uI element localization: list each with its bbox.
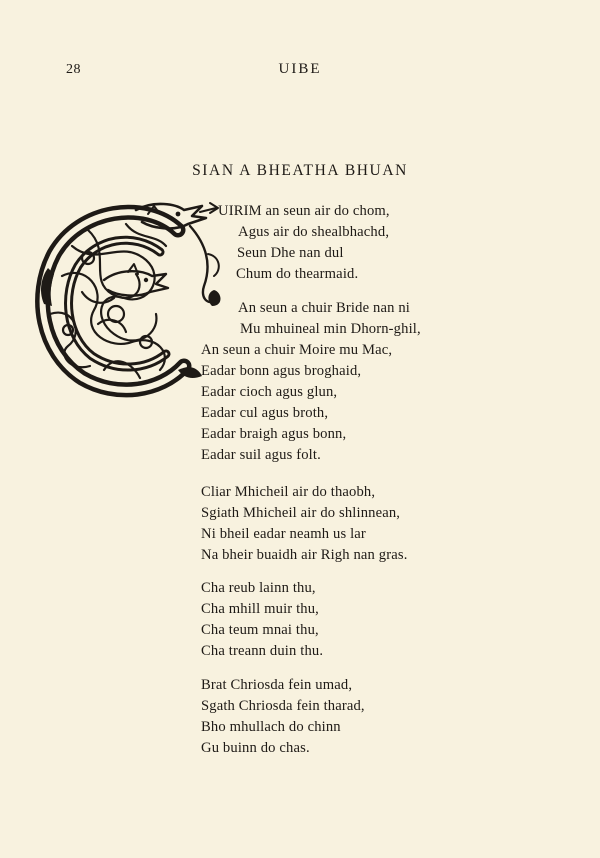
- poem-line: Bho mhullach do chinn: [201, 719, 341, 735]
- poem-line: Eadar cioch agus glun,: [201, 384, 338, 400]
- poem-line: Cha treann duin thu.: [201, 643, 324, 659]
- poem-line: Gu buinn do chas.: [201, 740, 310, 756]
- poem-line: Cha teum mnai thu,: [201, 622, 319, 638]
- poem-line: Mu mhuineal min Dhorn-ghil,: [240, 321, 421, 337]
- page-number: 28: [66, 62, 81, 77]
- poem-line: An seun a chuir Bride nan ni: [238, 300, 410, 316]
- running-head: UIBE: [278, 61, 322, 77]
- poem-line: Eadar suil agus folt.: [201, 447, 321, 463]
- poem-line: UIRIM an seun air do chom,: [218, 203, 390, 219]
- poem-line: Seun Dhe nan dul: [237, 245, 344, 261]
- poem-line: Ni bheil eadar neamh us lar: [201, 526, 366, 542]
- poem-line: Na bheir buaidh air Righ nan gras.: [201, 547, 408, 563]
- poem-line: Chum do thearmaid.: [236, 266, 359, 282]
- poem-line: Eadar cul agus broth,: [201, 405, 329, 421]
- poem-line: An seun a chuir Moire mu Mac,: [201, 342, 393, 358]
- poem-line: Cha mhill muir thu,: [201, 601, 319, 617]
- poem-title: SIAN A BHEATHA BHUAN: [192, 162, 408, 179]
- poem-line: Agus air do shealbhachd,: [238, 224, 390, 240]
- poem-line: Cliar Mhicheil air do thaobh,: [201, 484, 376, 500]
- poem-line: Eadar braigh agus bonn,: [201, 426, 347, 442]
- illuminated-initial-c: [28, 194, 224, 400]
- poem-line: Eadar bonn agus broghaid,: [201, 363, 362, 379]
- poem-line: Sgath Chriosda fein tharad,: [201, 698, 365, 714]
- poem-line: Cha reub lainn thu,: [201, 580, 316, 596]
- poem-line: Sgiath Mhicheil air do shlinnean,: [201, 505, 401, 521]
- poem-line: Brat Chriosda fein umad,: [201, 677, 353, 693]
